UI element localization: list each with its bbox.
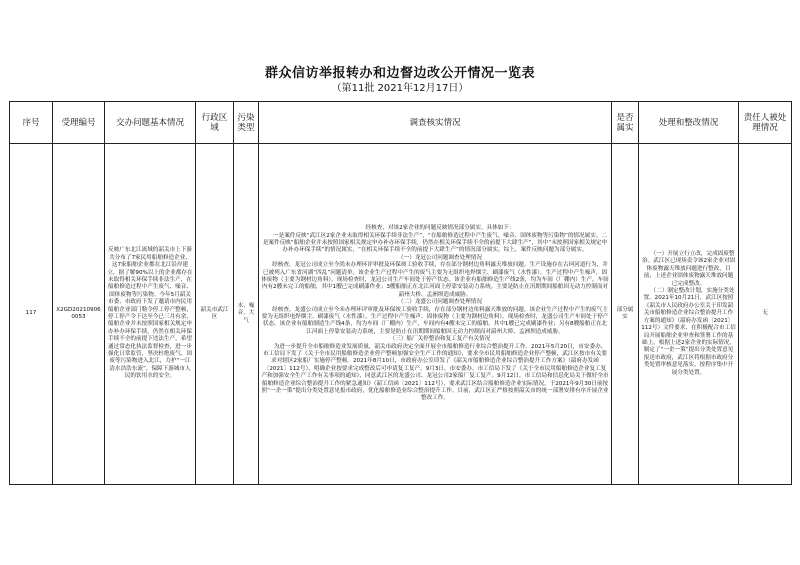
investigation-para: 经核查，龙盛公司成立至今未办理环评审批及环保竣工验收手续，存在部分钢材边角料露天堆放的问题。该企业生产过程中产生的废气主要为无组织电焊烟尘、刷漆废气（水性漆），生产过程中产生噪声、固体废物（主要为钢材边角料）。现场检查时，龙盛公司生产车间处于停产状态。该企业有船舶制造生产线4条，均为车间（厂棚内）生产，车间内有4艘未完工的船舶，其中1艘已完成刷漆作业；另有8艘船舶正在北江河面上停靠安装动力系统，主要是防止在汛期期间船舶因无动力控制而对韶州大桥、孟洲坝造成威胁。 — [261, 306, 609, 335]
cell-problem: 反映广东北江流域的韶关市上下游共分布了7家民用船舶修造企业，这7家船舶企业都在北江沿岸建立，据了解90%以上的企业都存在未取得相关环保手续非法生产，在船舶修造过程中产生废气、噪音、固体废物等污染物。今年5月韶关市委、市政府下发了邀请市内民用船舶企业部门勒令停工停产整顿，停工停产令下达至今已三月有余，船舶企业并未按照国家相关规定申办补办环保手续，仍然在相关环保手续不全的前提下违法生产，希望通过常态化执法监督检查，进一步强化日常监管，坚决杜绝废气、固废等污染物进入北江，力护“一江清水浩浩东流”，保障下游城市人民的饮用水的安全。 — [105, 144, 196, 485]
cell-pollution: 水、噪音、大气 — [234, 144, 259, 485]
cell-rectification — [639, 144, 739, 485]
header-investigation: 调查核实情况 — [259, 102, 612, 144]
investigation-heading: （二）龙盛公司问题调查处理情况 — [398, 299, 482, 306]
header-district: 行政区域 — [196, 102, 234, 144]
document-title: 群众信访举报转办和边督边改公开情况一览表 — [264, 66, 535, 81]
document-subtitle: （第11批 2021年12月17日） — [331, 83, 469, 94]
investigation-para: 经核查，对该2家企业的问题反映情况部分属实。具体如下： — [365, 225, 515, 232]
table-row — [10, 144, 792, 485]
investigation-para: 为进一步提升全市船舶修造业发展质量，韶关市政府决定全面开展全市船舶修造行业综合整治提升工作。2021年5月20日，市安委办、市工信局下发了《关于全市民用船舶修造企业停产整顿加强安全生产工作的通知》，要求全市民用船舶修造企业停产整顿，武江区按市有关要求对辖区2家船厂实施停产整顿。2021年8月10日，市政府办公室印发了《韶关市船舶修造企业综合整治提升工作方案》（韶府办发函〔2021〕112号），明确企业按要求完成整改后可申请复工复产。9月3日，市安委办、市工信局下发了《关于全市民用船舶修造企业复工复产和加强安全生产工作有关事项的通知》，同意武江区的龙盛公司、龙冠公司2家船厂复工复产。9月12日，市工信局和信息化局关于做好全市船舶修造企业综合整治提升工作的紧急通知》（韶工信函〔2021〕112号），要求武江区结合船舶修造企业实际情况，于2021年9月30日前按照“一企一策”提出分类处置意见报市政府，优化船舶修造业综合整治提升工作。目前，武江区正严格按照韶关市的统一部署安排有序开展企业整改工作。 — [261, 343, 609, 402]
investigation-para: 经核查，龙冠公司成立至今尚未办理环评审批及环保竣工验收手续，存在部分钢材边角料露天堆放问题。生产设施存在古珂河道行为，并已被列入广东省河湖“四乱”问题清单。该企业生产过程中产生的废气主要为无组织电焊烟尘、刷漆废气（水性漆），生产过程中产生噪声，固体废物（主要为钢材边角料）。现场检查时，龙冠公司生产车间处于停产状态。该企业有船舶修造生产线2条，均为车间（厂棚内）生产，车间内有2艘未完工的船舶，其中1艘已完成刷漆作业；3艘船舶正在北江河面上停靠安装动力系统。主要是防止在汛期期间船舶因无动力控制而对韶州大桥、孟洲坝造成威胁。 — [261, 262, 609, 298]
rectification-para: （二）制定整改计划，实施分类处置。2021年10月21日，武江区按照《韶关市人民政府办公室关于印发韶关市船舶修造企业综合整治提升工作方案的通知》（韶府办发函〔2021〕112号）文件要求，在积极配合市工信局开展船舶企业审查和签署工作的基础上，根据上述2家企业的实际情况，制定了“一企一策”提出分类处置意见报送市政府，武江区将根据市政府分类处置审核意见落实，按程序集中开展分类处置。 — [641, 288, 736, 376]
cell-investigation — [259, 144, 612, 485]
cell-is-true: 部分属实 — [612, 144, 639, 485]
investigation-heading: （三）船厂关停整治和复工复产有关情况 — [389, 336, 491, 343]
cell-responsible: 无 — [739, 144, 792, 485]
header-seq: 序号 — [10, 102, 53, 144]
header-problem: 交办问题基本情况 — [105, 102, 196, 144]
header-responsible: 责任人被处理情况 — [739, 102, 792, 144]
header-rectification: 处理和整改情况 — [639, 102, 739, 144]
rectification-para: （一）开展立行立改，完成固废整治。武江区已现场责令该2家企业对固体废物露天堆放问题进行整改，目前，上述企业固体废物露天堆放问题已完成整改。 — [641, 251, 736, 287]
table-header-row — [10, 102, 792, 144]
investigation-heading: （一）龙冠公司问题调查处理情况 — [398, 254, 482, 261]
header-pollution: 污染类型 — [234, 102, 259, 144]
cell-case-no: X2GD202109060053 — [53, 144, 105, 485]
header-case-no: 受理编号 — [53, 102, 105, 144]
investigation-para: 一是案件反映“武江区2家企业未取得相关环保手续非法生产”，“在船舶修造过程中产生废气、噪音、固体废物等污染物”的情况属实。二是案件反映“船舶企业并未按照国家相关规定申办补办环保手续，仍然在相关环保手续不全的前提下大肆生产”，其中“未按照国家相关规定申办补办环保手续”的情况属实，“在相关环保手续不全的前提下大肆生产”的情况部分属实。综上，案件反映问题为部分属实。 — [262, 232, 608, 254]
cell-district: 韶关市武江区 — [196, 144, 234, 485]
header-is-true: 是否属实 — [612, 102, 639, 144]
cell-seq: 117 — [10, 144, 53, 485]
petition-table — [9, 101, 792, 485]
